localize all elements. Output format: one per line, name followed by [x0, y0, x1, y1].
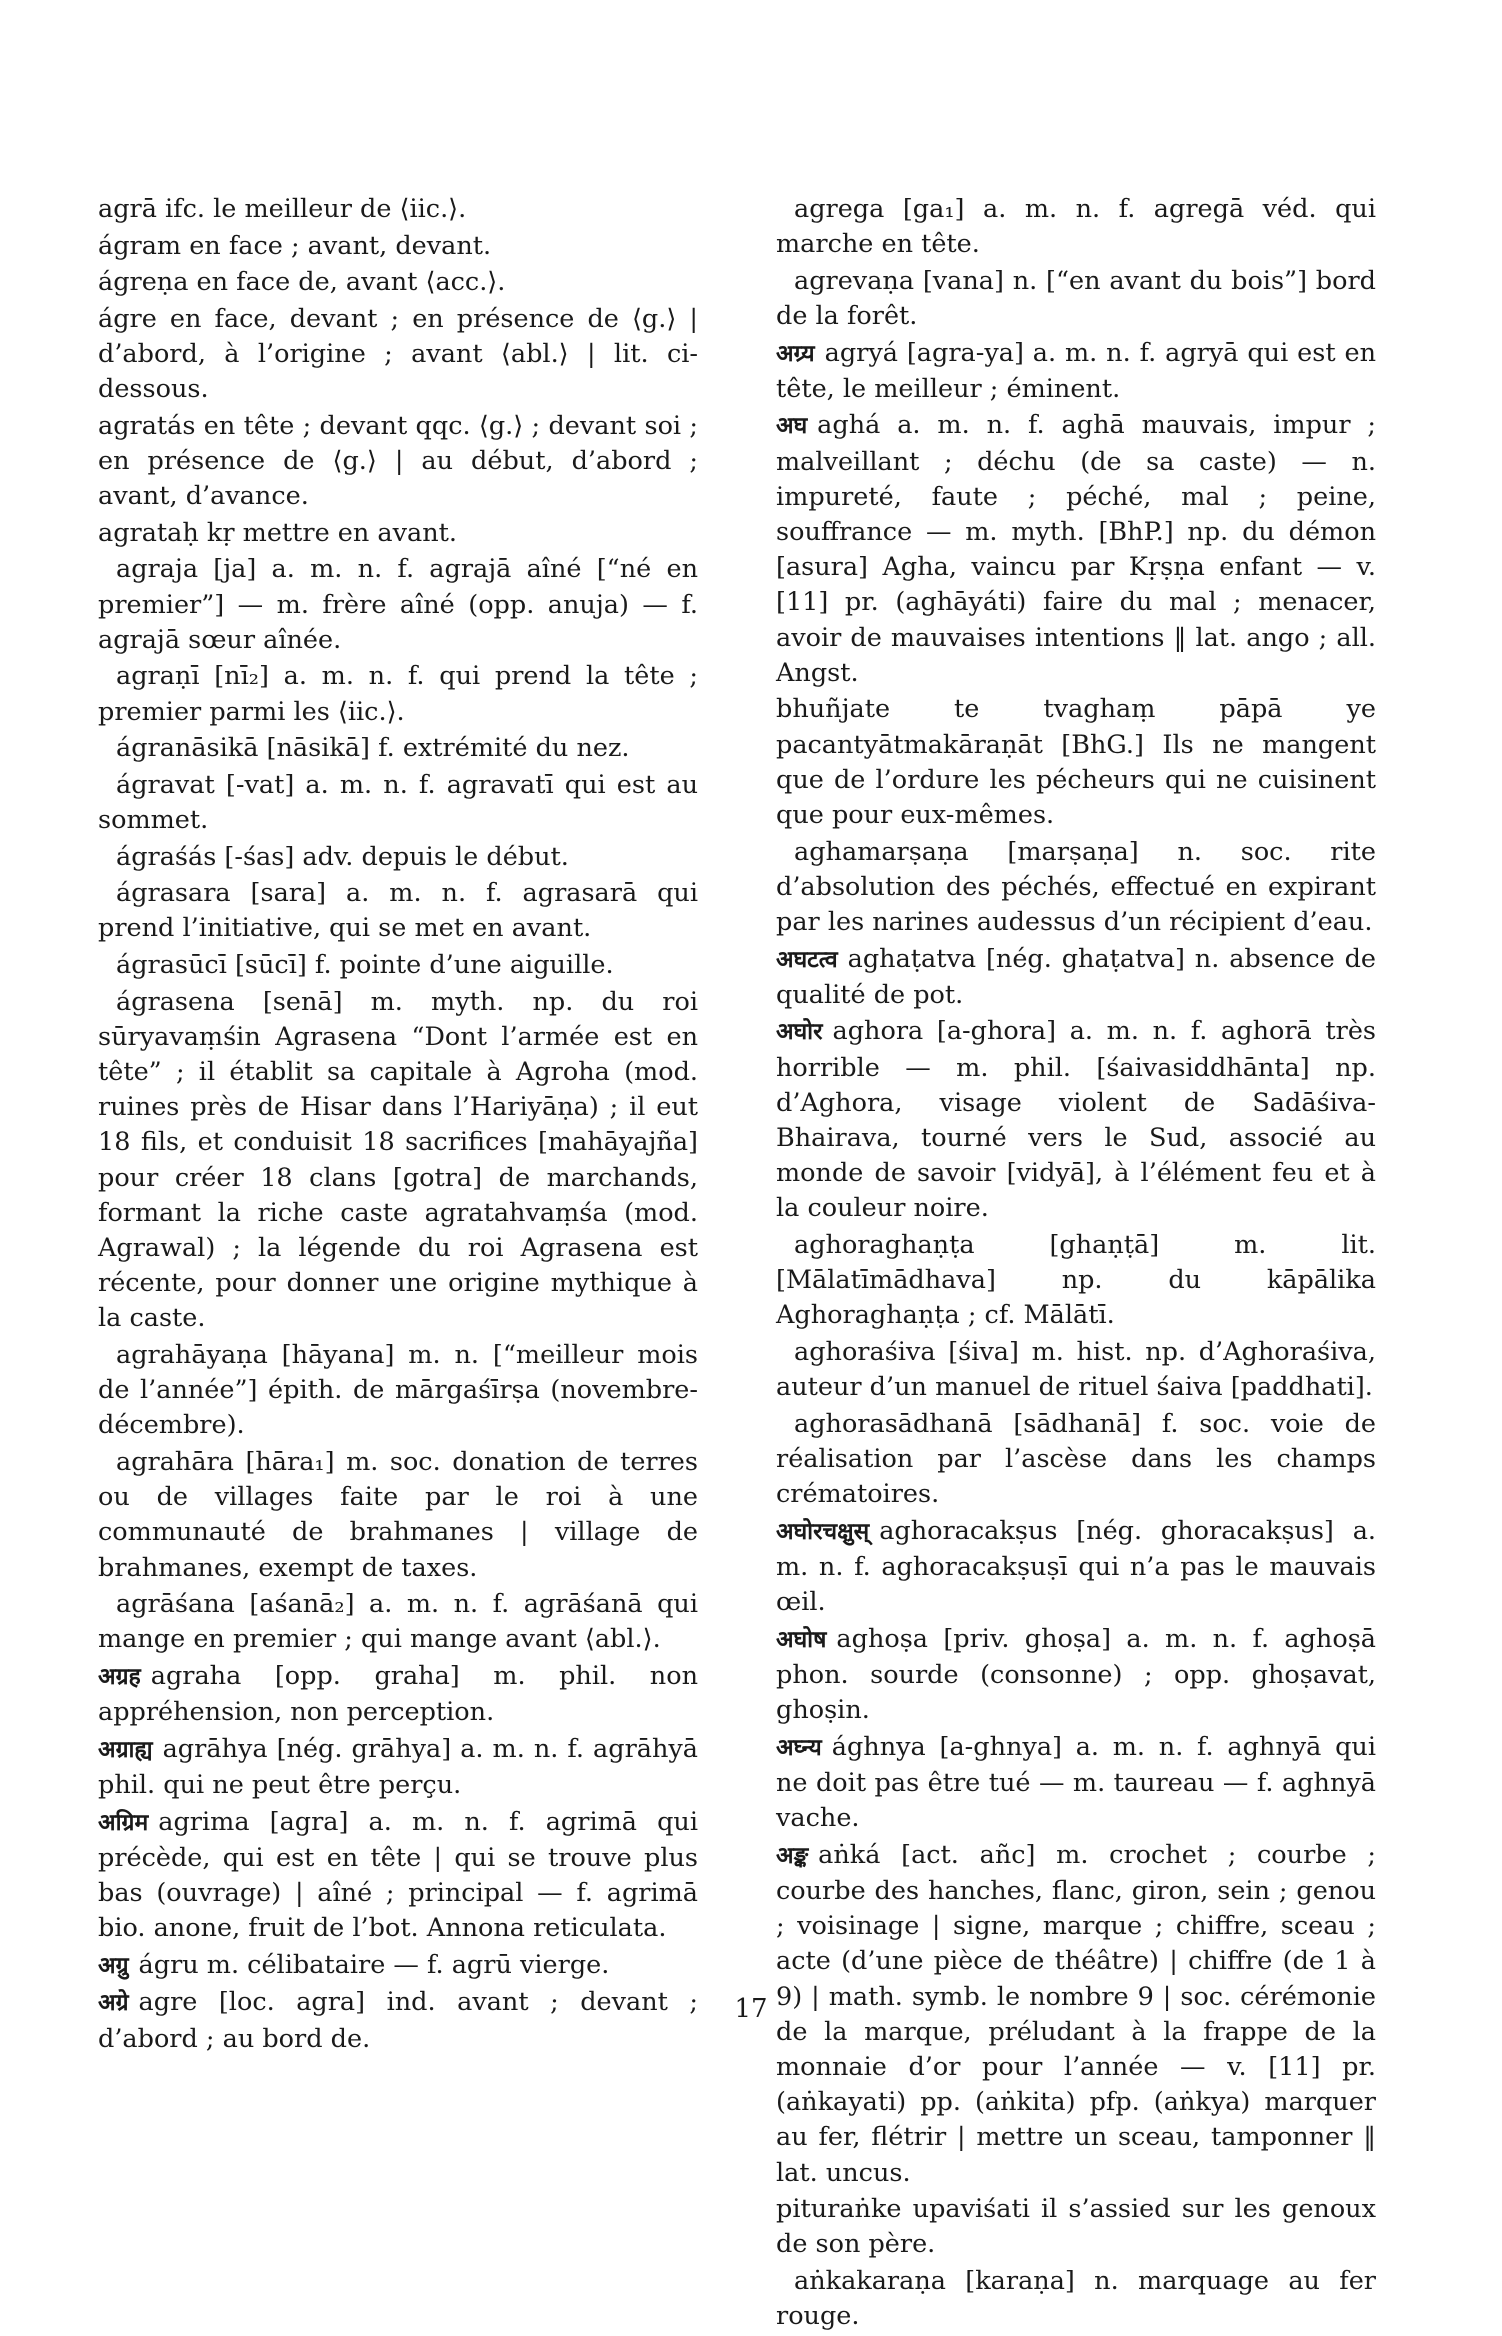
dictionary-entry — [98, 985, 698, 1337]
page-number: 17 — [734, 1994, 768, 2024]
dictionary-entry — [776, 2192, 1376, 2262]
dictionary-entry — [98, 229, 698, 264]
entry-text: aghora [a-ghora] a. m. n. f. aghorā très horrible — m. phil. [śaivasiddhānta] np. d’Aghora, visage violent de Sadāśiva-Bhairava, tourné vers le Sud, associé au monde de savoir [vidyā], à l’élément feu et à la couleur noire. — [776, 1016, 1376, 1224]
dictionary-entry — [776, 1407, 1376, 1513]
dictionary-entry — [776, 835, 1376, 941]
entry-text: agrataḥ kṛ mettre en avant. — [98, 517, 458, 548]
dictionary-entry — [98, 1948, 698, 1984]
devanagari-headword: अघ — [776, 413, 808, 440]
entry-text: aghaṭatva [nég. ghaṭatva] n. absence de qualité de pot. — [776, 943, 1376, 1010]
dictionary-entry — [98, 1445, 698, 1586]
dictionary-entry — [98, 1805, 698, 1947]
entry-text: agratás en tête ; devant qqc. ⟨g.⟩ ; devant soi ; en présence de ⟨g.⟩ | au début, d’abord ; avant, d’avance. — [98, 410, 698, 512]
dictionary-entry — [776, 264, 1376, 334]
devanagari-headword: अघोरचक्षुस् — [776, 1518, 870, 1545]
entry-text: ágram en face ; avant, devant. — [98, 230, 492, 261]
entry-text: agryá [agra-ya] a. m. n. f. agryā qui est en tête, le meilleur ; éminent. — [776, 337, 1376, 404]
entry-text: bhuñjate te tvaghaṃ pāpā ye pacantyātmakāraṇāt [BhG.] Ils ne mangent que de l’ordure les pécheurs qui ne cuisinent que pour eux-mêmes. — [776, 694, 1376, 831]
dictionary-entry — [776, 1730, 1376, 1837]
dictionary-entry — [98, 192, 698, 227]
entry-text: agrima [agra] a. m. n. f. agrimā qui précède, qui est en tête | qui se trouve plus bas (ouvrage) | aîné ; principal — f. agrimā bio. anone, fruit de l’bot. Annona reticulata. — [98, 1806, 698, 1944]
devanagari-headword: अग्र्य — [776, 340, 815, 367]
entry-text: agrega [ga₁] a. m. n. f. agregā véd. qui marche en tête. — [776, 194, 1376, 260]
entry-text: agraja [ja] a. m. n. f. agrajā aîné [“né en premier”] — m. frère aîné (opp. anuja) — f. agrajā sœur aînée. — [98, 554, 698, 655]
dictionary-entry — [98, 948, 698, 983]
dictionary-entry — [98, 265, 698, 300]
dictionary-entry — [98, 1338, 698, 1444]
devanagari-headword: अग्रह — [98, 1663, 141, 1690]
entry-text: aghá a. m. n. f. aghā mauvais, impur ; malveillant ; déchu (de sa caste) — n. impureté, faute ; péché, mal ; peine, souffrance — m. myth. [BhP.] np. du démon [asura] Agha, vaincu par Kṛṣṇa enfant — v. [11] pr. (aghāyáti) faire du mal ; menacer, avoir de mauvaises intentions ‖ lat. ango ; all. Angst. — [776, 410, 1376, 688]
entry-text: agraha [opp. graha] m. phil. non appréhension, non perception. — [98, 1660, 698, 1728]
dictionary-entry — [776, 336, 1376, 407]
entry-text: ágraśás [-śas] adv. depuis le début. — [116, 841, 569, 872]
dictionary-entry — [776, 192, 1376, 262]
devanagari-headword: अघटत्व — [776, 946, 838, 973]
devanagari-headword: अग्रु — [98, 1952, 129, 1979]
entry-text: aghoracakṣus [nég. ghoracakṣus] a. m. n. f. aghoracakṣuṣī qui n’a pas le mauvais œil. — [776, 1515, 1376, 1618]
dictionary-entry — [98, 302, 698, 408]
dictionary-entry — [776, 1622, 1376, 1729]
entry-text: aghamarṣaṇa [marṣaṇa] n. soc. rite d’absolution des péchés, effectué en expirant par les narines audessus d’un récipient d’eau. — [776, 836, 1376, 938]
dictionary-entry — [776, 2264, 1376, 2334]
dictionary-entry — [98, 409, 698, 515]
devanagari-headword: अग्रे — [98, 1990, 129, 2017]
dictionary-entry — [776, 942, 1376, 1013]
dictionary-entry — [98, 768, 698, 838]
dictionary-entry — [98, 552, 698, 658]
entry-text: agrahāra [hāra₁] m. soc. donation de terres ou de villages faite par le roi à une communauté de brahmanes | village de brahmanes, exempt de taxes. — [98, 1446, 698, 1583]
dictionary-entry — [98, 1659, 698, 1730]
entry-text: agraṇī [nī₂] a. m. n. f. qui prend la tête ; premier parmi les ⟨iic.⟩. — [98, 661, 698, 727]
entry-text: aghoraśiva [śiva] m. hist. np. d’Aghoraśiva, auteur d’un manuel de rituel śaiva [paddhati]. — [776, 1337, 1376, 1403]
dictionary-entry — [98, 1732, 698, 1803]
entry-text: ágravat [-vat] a. m. n. f. agravatī qui est au sommet. — [98, 769, 698, 835]
entry-text: ágreṇa en face de, avant ⟨acc.⟩. — [98, 267, 506, 298]
dictionary-entry — [98, 1587, 698, 1657]
entry-text: ágranāsikā [nāsikā] f. extrémité du nez. — [116, 733, 630, 764]
entry-text: ágrasūcī [sūcī] f. pointe d’une aiguille. — [116, 949, 614, 980]
entry-text: pituraṅke upaviśati il s’assied sur les genoux de son père. — [776, 2194, 1376, 2260]
entry-text: agrā ifc. le meilleur de ⟨iic.⟩. — [98, 194, 467, 224]
entry-text: aghoṣa [priv. ghoṣa] a. m. n. f. aghoṣā phon. sourde (consonne) ; opp. ghoṣavat, ghoṣin. — [776, 1623, 1376, 1726]
entry-text: aṅká [act. añc] m. crochet ; courbe ; courbe des hanches, flanc, giron, sein ; genou ; voisinage | signe, marque ; chiffre, sceau ; acte (d’une pièce de théâtre) | chiffre (de 1 à 9) | math. symb. le nombre 9 | soc. cérémonie de la marque, préludant à la frappe de la monnaie d’or pour l’année — v. [11] pr. (aṅkayati) pp. (aṅkita) pfp. (aṅkya) marquer au fer, flétrir | mettre un sceau, tamponner ‖ lat. uncus. — [776, 1839, 1376, 2188]
entry-text: aghorasādhanā [sādhanā] f. soc. voie de réalisation par l’ascèse dans les champs crématoires. — [776, 1408, 1376, 1510]
devanagari-headword: अघोष — [776, 1626, 827, 1653]
entry-text: aghoraghaṇṭa [ghaṇṭā] m. lit. [Mālatīmādhava] np. du kāpālika Aghoraghaṇṭa ; cf. Mālātī. — [776, 1230, 1376, 1331]
entry-text: ágrasara [sara] a. m. n. f. agrasarā qui prend l’initiative, qui se met en avant. — [98, 878, 698, 944]
dictionary-entry — [776, 1014, 1376, 1226]
entry-text: ágrasena [senā] m. myth. np. du roi sūryavaṃśin Agrasena “Dont l’armée est en tête” ; il établit sa capitale à Agroha (mod. ruines près de Hisar dans l’Hariyāṇa) ; il eut 18 fils, et conduisit 18 sacrifices [mahāyajña] pour créer 18 clans [gotra] de marchands, formant la riche caste agratahvaṃśa (mod. Agrawal) ; la légende du roi Agrasena est récente, pour donner une origine mythique à la caste. — [98, 986, 698, 1334]
entry-text: ághnya [a-ghnya] a. m. n. f. aghnyā qui ne doit pas être tué — m. taureau — f. aghnyā vache. — [776, 1731, 1376, 1834]
entry-text: agrevaṇa [vana] n. [“en avant du bois”] bord de la forêt. — [776, 265, 1376, 331]
dictionary-entry — [776, 408, 1376, 691]
dictionary-entry — [776, 692, 1376, 833]
entry-text: agrāśana [aśanā₂] a. m. n. f. agrāśanā qui mange en premier ; qui mange avant ⟨abl.⟩. — [98, 1589, 698, 1655]
entry-text: ágre en face, devant ; en présence de ⟨g.⟩ | d’abord, à l’origine ; avant ⟨abl.⟩ | lit. ci-dessous. — [98, 303, 698, 405]
devanagari-headword: अघोर — [776, 1019, 823, 1046]
dictionary-entry — [98, 516, 698, 551]
dictionary-entry — [776, 1228, 1376, 1334]
left-column — [98, 192, 698, 2058]
dictionary-entry — [98, 659, 698, 729]
entry-text: ágru m. célibataire — f. agrū vierge. — [138, 1949, 610, 1980]
devanagari-headword: अघ्न्य — [776, 1734, 822, 1761]
dictionary-entry — [98, 731, 698, 766]
devanagari-headword: अग्राह्य — [98, 1736, 153, 1763]
dictionary-entry — [98, 876, 698, 946]
entry-text: agrahāyaṇa [hāyana] m. n. [“meilleur mois de l’année”] épith. de mārgaśīrṣa (novembre-décembre). — [98, 1339, 698, 1441]
entry-text: agre [loc. agra] ind. avant ; devant ; d’abord ; au bord de. — [98, 1987, 698, 2054]
entry-text: aṅkakaraṇa [karaṇa] n. marquage au fer rouge. — [776, 2266, 1376, 2332]
dictionary-entry — [776, 1335, 1376, 1405]
dictionary-entry — [98, 840, 698, 875]
dictionary-entry — [776, 1514, 1376, 1621]
devanagari-headword: अग्रिम — [98, 1809, 149, 1836]
entry-text: agrāhya [nég. grāhya] a. m. n. f. agrāhyā phil. qui ne peut être perçu. — [98, 1733, 698, 1800]
devanagari-headword: अङ्क — [776, 1842, 809, 1869]
